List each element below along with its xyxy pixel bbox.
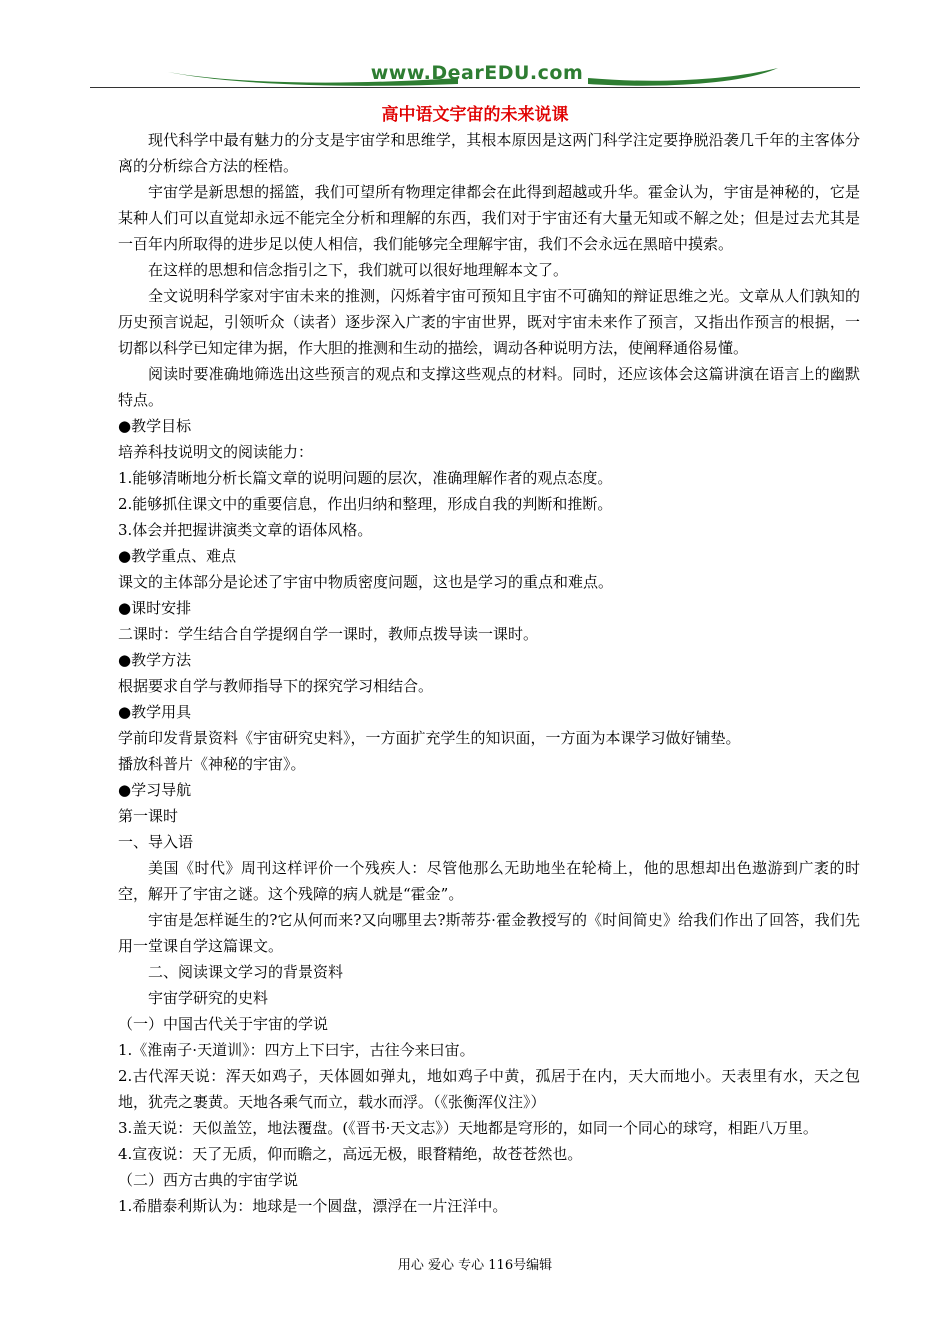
paragraph: 2.古代浑天说：浑天如鸡子，天体圆如弹丸，地如鸡子中黄，孤居于在内，天大而地小。天表里有水，天之包地，犹壳之裹黄。天地各乘气而立，载水而浮。（《张衡浑仪注》） <box>118 1067 860 1111</box>
paragraph: 培养科技说明文的阅读能力： <box>118 443 314 461</box>
paragraph: 3.盖天说：天似盖笠，地法覆盘。(《晋书·天文志》）天地都是穹形的，如同一个同心的球穹，相距八万里。 <box>118 1119 818 1137</box>
paragraph: 宇宙是怎样诞生的?它从何而来?又向哪里去?斯蒂芬·霍金教授写的《时间简史》给我们作出了回答，我们先用一堂课自学这篇课文。 <box>118 911 860 955</box>
paragraph: 1.能够清晰地分析长篇文章的说明问题的层次，准确理解作者的观点态度。 <box>118 469 613 487</box>
paragraph: 全文说明科学家对宇宙未来的推测，闪烁着宇宙可预知且宇宙不可确知的辩证思维之光。文章从人们孰知的历史预言说起，引领听众（读者）逐步深入广袤的宇宙世界，既对宇宙未来作了预言，又指出作预言的根据，一切都以科学已知定律为据，作大胆的推测和生动的描绘，调动各种说明方法，使阐释通俗易懂。 <box>118 287 860 357</box>
paragraph: 美国《时代》周刊这样评价一个残疾人：尽管他那么无助地坐在轮椅上，他的思想却出色遨游到广袤的时空，解开了宇宙之谜。这个残障的病人就是“霍金”。 <box>118 859 860 903</box>
paragraph: 二课时：学生结合自学提纲自学一课时，教师点拨导读一课时。 <box>118 625 539 643</box>
page-title: 高中语文宇宙的未来说课 <box>381 105 569 125</box>
paragraph: 在这样的思想和信念指引之下，我们就可以很好地理解本文了。 <box>148 261 569 279</box>
paragraph: 1.《淮南子·天道训》：四方上下曰宇，古往今来曰宙。 <box>118 1041 475 1059</box>
paragraph: ●课时安排 <box>118 599 192 617</box>
site-header <box>90 60 860 90</box>
paragraph: ●教学方法 <box>118 651 192 669</box>
paragraph: 宇宙学研究的史料 <box>148 989 269 1007</box>
page-footer: 用心 爱心 专心 116号编辑 <box>397 1258 553 1273</box>
site-logo[interactable]: www.DearEDU.com <box>370 62 584 84</box>
paragraph: 播放科普片《神秘的宇宙》。 <box>118 755 306 773</box>
paragraph: 阅读时要准确地筛选出这些预言的观点和支撑这些观点的材料。同时，还应该体会这篇讲演在语言上的幽默特点。 <box>118 365 860 409</box>
paragraph: ●教学重点、难点 <box>118 547 237 565</box>
paragraph: 二、阅读课文学习的背景资料 <box>148 963 344 981</box>
paragraph: （一）中国古代关于宇宙的学说 <box>118 1015 329 1033</box>
paragraph: ●教学用具 <box>118 703 192 721</box>
paragraph: 4.宣夜说：天了无质，仰而瞻之，高远无极，眼瞀精绝，故苍苍然也。 <box>118 1145 583 1163</box>
logo-right-swoosh-icon <box>588 64 778 86</box>
paragraph: 第一课时 <box>118 807 179 825</box>
header-divider <box>90 87 860 88</box>
paragraph: 1.希腊泰利斯认为：地球是一个圆盘，漂浮在一片汪洋中。 <box>118 1197 508 1215</box>
paragraph: 一、导入语 <box>118 833 194 851</box>
paragraph: （二）西方古典的宇宙学说 <box>118 1171 299 1189</box>
paragraph: 2.能够抓住课文中的重要信息，作出归纳和整理，形成自我的判断和推断。 <box>118 495 613 513</box>
paragraph: 现代科学中最有魅力的分支是宇宙学和思维学，其根本原因是这两门科学注定要挣脱沿袭几千年的主客体分离的分析综合方法的桎梏。 <box>118 131 860 175</box>
paragraph: ●教学目标 <box>118 417 192 435</box>
paragraph: 3.体会并把握讲演类文章的语体风格。 <box>118 521 373 539</box>
article-body <box>118 127 860 1219</box>
paragraph: ●学习导航 <box>118 781 192 799</box>
paragraph: 根据要求自学与教师指导下的探究学习相结合。 <box>118 677 434 695</box>
paragraph: 宇宙学是新思想的摇篮，我们可望所有物理定律都会在此得到超越或升华。霍金认为，宇宙是神秘的，它是某种人们可以直觉却永远不能完全分析和理解的东西，我们对于宇宙还有大量无知或不解之处；但是过去尤其是一百年内所取得的进步足以使人相信，我们能够完全理解宇宙，我们不会永远在黑暗中摸索。 <box>118 183 860 253</box>
paragraph: 课文的主体部分是论述了宇宙中物质密度问题，这也是学习的重点和难点。 <box>118 573 614 591</box>
paragraph: 学前印发背景资料《宇宙研究史料》，一方面扩充学生的知识面，一方面为本课学习做好铺垫。 <box>118 729 741 747</box>
